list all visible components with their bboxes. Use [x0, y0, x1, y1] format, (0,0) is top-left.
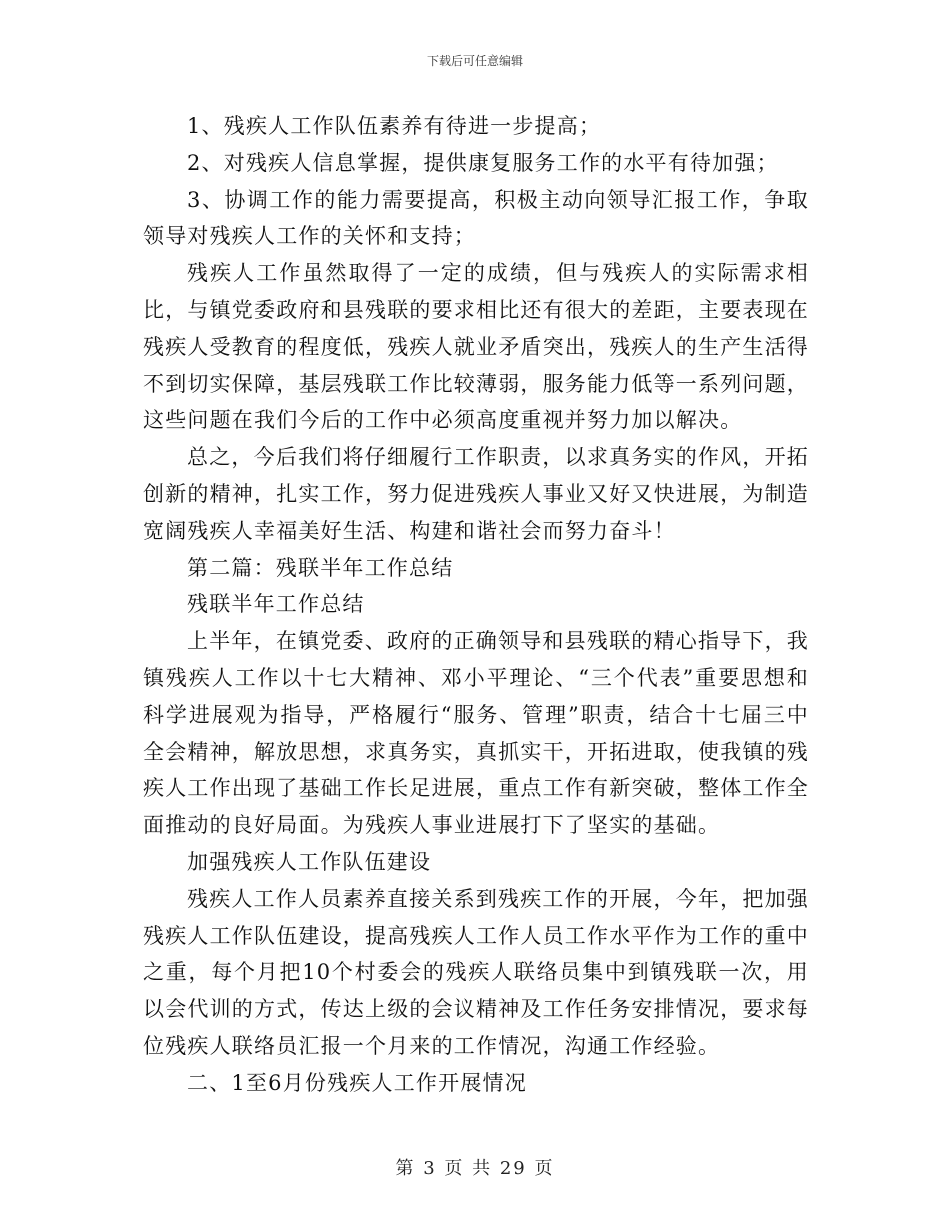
- section-heading-part-two: 第二篇：残联半年工作总结: [187, 555, 454, 580]
- page-number-footer: 第 3 页 共 29 页: [395, 1158, 555, 1179]
- section-title: 残联半年工作总结: [187, 592, 365, 617]
- subheading-work-progress: 二、1至6月份残疾人工作开展情况: [187, 1070, 527, 1095]
- paragraph-item-2: 2、对残疾人信息掌握，提供康复服务工作的水平有待加强；: [187, 150, 779, 175]
- paragraph-item-1: 1、残疾人工作队伍素养有待进一步提高；: [187, 114, 602, 138]
- paragraph-item-3: 3、协调工作的能力需要提高，积极主动向领导汇报工作，争取领导对残疾人工作的关怀和支持；: [143, 187, 809, 249]
- paragraph-team-building: 残疾人工作人员素养直接关系到残疾工作的开展，今年，把加强残疾人工作队伍建设，提高残疾人工作人员工作水平作为工作的重中之重，每个月把10个村委会的残疾人联络员集中到镇残联一次，用以会代训的方式，传达上级的会议精神及工作任务安排情况，要求每位残疾人联络员汇报一个月来的工作情况，沟通工作经验。: [143, 886, 809, 1058]
- document-body: [143, 108, 809, 1102]
- paragraph-shortcomings: 残疾人工作虽然取得了一定的成绩，但与残疾人的实际需求相比，与镇党委政府和县残联的要求相比还有很大的差距，主要表现在残疾人受教育的程度低，残疾人就业矛盾突出，残疾人的生产生活得不到切实保障，基层残联工作比较薄弱，服务能力低等一系列问题，这些问题在我们今后的工作中必须高度重视并努力加以解决。: [143, 261, 809, 433]
- paragraph-first-half-summary: 上半年，在镇党委、政府的正确领导和县残联的精心指导下，我镇残疾人工作以十七大精神、邓小平理论、“三个代表”重要思想和科学进展观为指导，严格履行“服务、管理”职责，结合十七届三中全会精神，解放思想，求真务实，真抓实干，开拓进取，使我镇的残疾人工作出现了基础工作长足进展，重点工作有新突破，整体工作全面推动的良好局面。为残疾人事业进展打下了坚实的基础。: [143, 629, 809, 838]
- page-header-note: 下载后可任意编辑: [426, 54, 523, 68]
- subheading-team-building: 加强残疾人工作队伍建设: [187, 849, 432, 874]
- paragraph-conclusion: 总之，今后我们将仔细履行工作职责，以求真务实的作风，开拓创新的精神，扎实工作，努力促进残疾人事业又好又快进展，为制造宽阔残疾人幸福美好生活、构建和谐社会而努力奋斗！: [143, 445, 809, 543]
